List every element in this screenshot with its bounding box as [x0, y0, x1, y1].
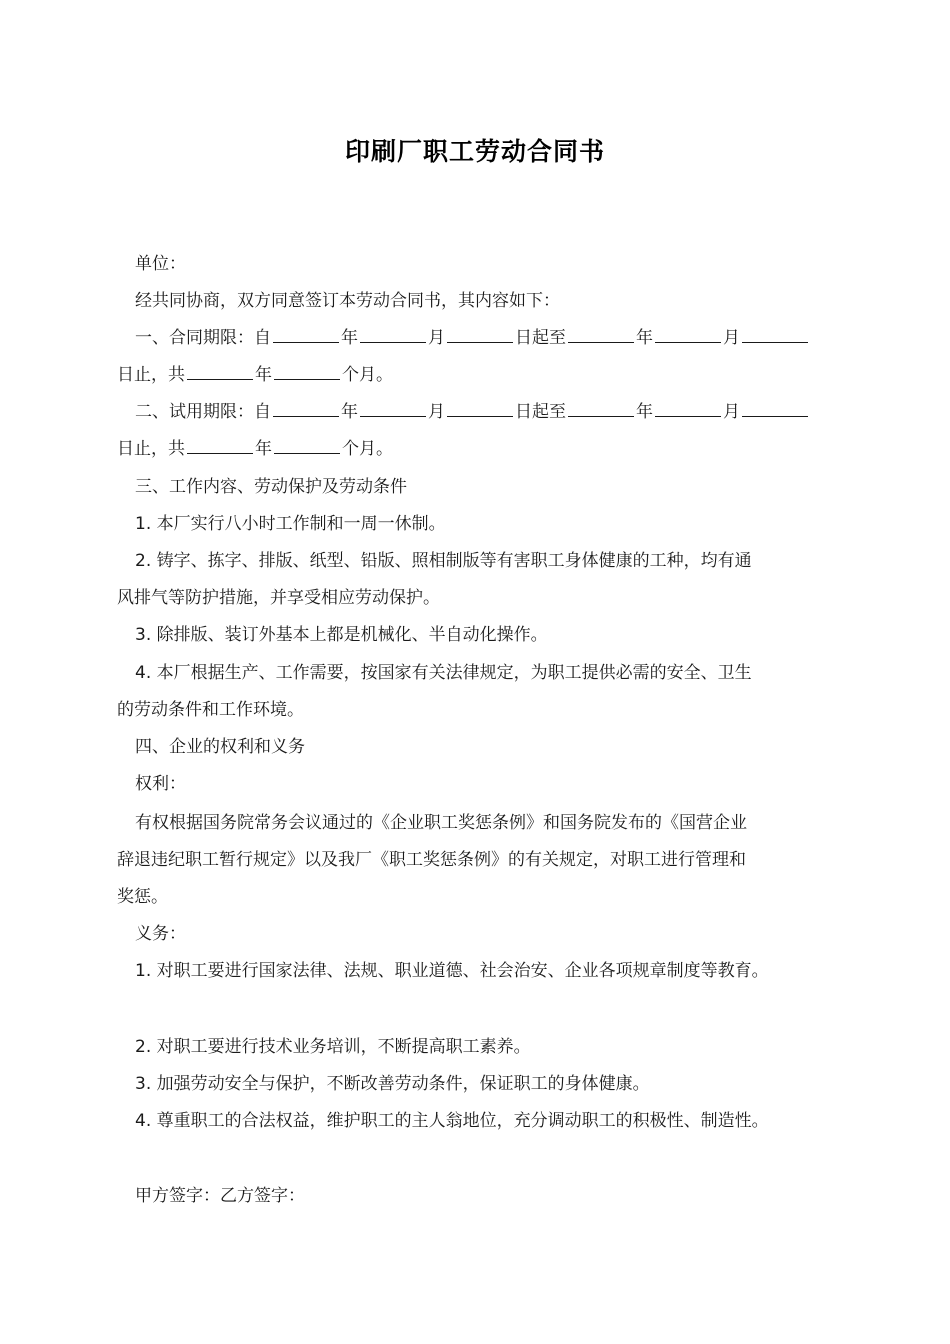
month-label: 月	[428, 328, 445, 348]
end-month-blank[interactable]	[655, 325, 721, 343]
section3-item4-line2: 的劳动条件和工作环境。	[117, 700, 304, 720]
rights-line1: 有权根据国务院常务会议通过的《企业职工奖惩条例》和国务院发布的《国营企业	[135, 813, 747, 833]
document-title: 印刷厂职工劳动合同书	[344, 137, 605, 166]
year-label: 年	[636, 402, 653, 422]
day-start-label: 日起至	[515, 328, 566, 348]
probation-period-line-2	[117, 436, 393, 462]
start-day-blank[interactable]	[447, 325, 513, 343]
year-label: 年	[255, 439, 272, 459]
section3-item2-line1: 2. 铸字、拣字、排版、纸型、铅版、照相制版等有害职工身体健康的工种，均有通	[135, 551, 752, 571]
section3-item2-line2: 风排气等防护措施，并享受相应劳动保护。	[117, 588, 440, 608]
months-suffix: 个月。	[342, 439, 393, 459]
section3-item1: 1. 本厂实行八小时工作制和一周一休制。	[135, 514, 446, 534]
year-label: 年	[341, 328, 358, 348]
month-label: 月	[723, 402, 740, 422]
section4-heading: 四、企业的权利和义务	[135, 737, 305, 757]
probation-start-day-blank[interactable]	[447, 399, 513, 417]
duty-item4: 4. 尊重职工的合法权益，维护职工的主人翁地位，充分调动职工的积极性、制造性。	[135, 1111, 769, 1131]
section3-heading: 三、工作内容、劳动保护及劳动条件	[135, 477, 407, 497]
unit-label: 单位：	[135, 254, 186, 274]
rights-line3: 奖惩。	[117, 887, 168, 907]
probation-start-month-blank[interactable]	[360, 399, 426, 417]
contract-period-label: 一、合同期限：自	[135, 328, 271, 348]
probation-period-label: 二、试用期限：自	[135, 402, 271, 422]
month-label: 月	[428, 402, 445, 422]
probation-period-line	[135, 399, 810, 425]
signature-line: 甲方签字：乙方签字：	[135, 1186, 305, 1206]
duties-label: 义务：	[135, 924, 186, 944]
duty-item1: 1. 对职工要进行国家法律、法规、职业道德、社会治安、企业各项规章制度等教育。	[135, 961, 769, 981]
contract-period-line	[135, 325, 810, 351]
probation-start-year-blank[interactable]	[273, 399, 339, 417]
intro-text: 经共同协商，双方同意签订本劳动合同书，其内容如下：	[135, 291, 560, 311]
months-suffix: 个月。	[342, 365, 393, 385]
rights-line2: 辞退违纪职工暂行规定》以及我厂《职工奖惩条例》的有关规定，对职工进行管理和	[117, 850, 746, 870]
probation-total-years-blank[interactable]	[187, 436, 253, 454]
probation-end-month-blank[interactable]	[655, 399, 721, 417]
duty-item2: 2. 对职工要进行技术业务培训，不断提高职工素养。	[135, 1037, 531, 1057]
duty-item3: 3. 加强劳动安全与保护，不断改善劳动条件，保证职工的身体健康。	[135, 1074, 650, 1094]
probation-total-months-blank[interactable]	[274, 436, 340, 454]
year-label: 年	[636, 328, 653, 348]
end-day-blank[interactable]	[742, 325, 808, 343]
day-end-label: 日止，共	[117, 439, 185, 459]
start-month-blank[interactable]	[360, 325, 426, 343]
section3-item3: 3. 除排版、装订外基本上都是机械化、半自动化操作。	[135, 625, 548, 645]
section3-item4-line1: 4. 本厂根据生产、工作需要，按国家有关法律规定，为职工提供必需的安全、卫生	[135, 663, 752, 683]
total-months-blank[interactable]	[274, 362, 340, 380]
total-years-blank[interactable]	[187, 362, 253, 380]
month-label: 月	[723, 328, 740, 348]
probation-end-day-blank[interactable]	[742, 399, 808, 417]
start-year-blank[interactable]	[273, 325, 339, 343]
contract-period-line-2	[117, 362, 393, 388]
day-start-label: 日起至	[515, 402, 566, 422]
day-end-label: 日止，共	[117, 365, 185, 385]
end-year-blank[interactable]	[568, 325, 634, 343]
probation-end-year-blank[interactable]	[568, 399, 634, 417]
rights-label: 权利：	[135, 774, 186, 794]
year-label: 年	[341, 402, 358, 422]
year-label: 年	[255, 365, 272, 385]
